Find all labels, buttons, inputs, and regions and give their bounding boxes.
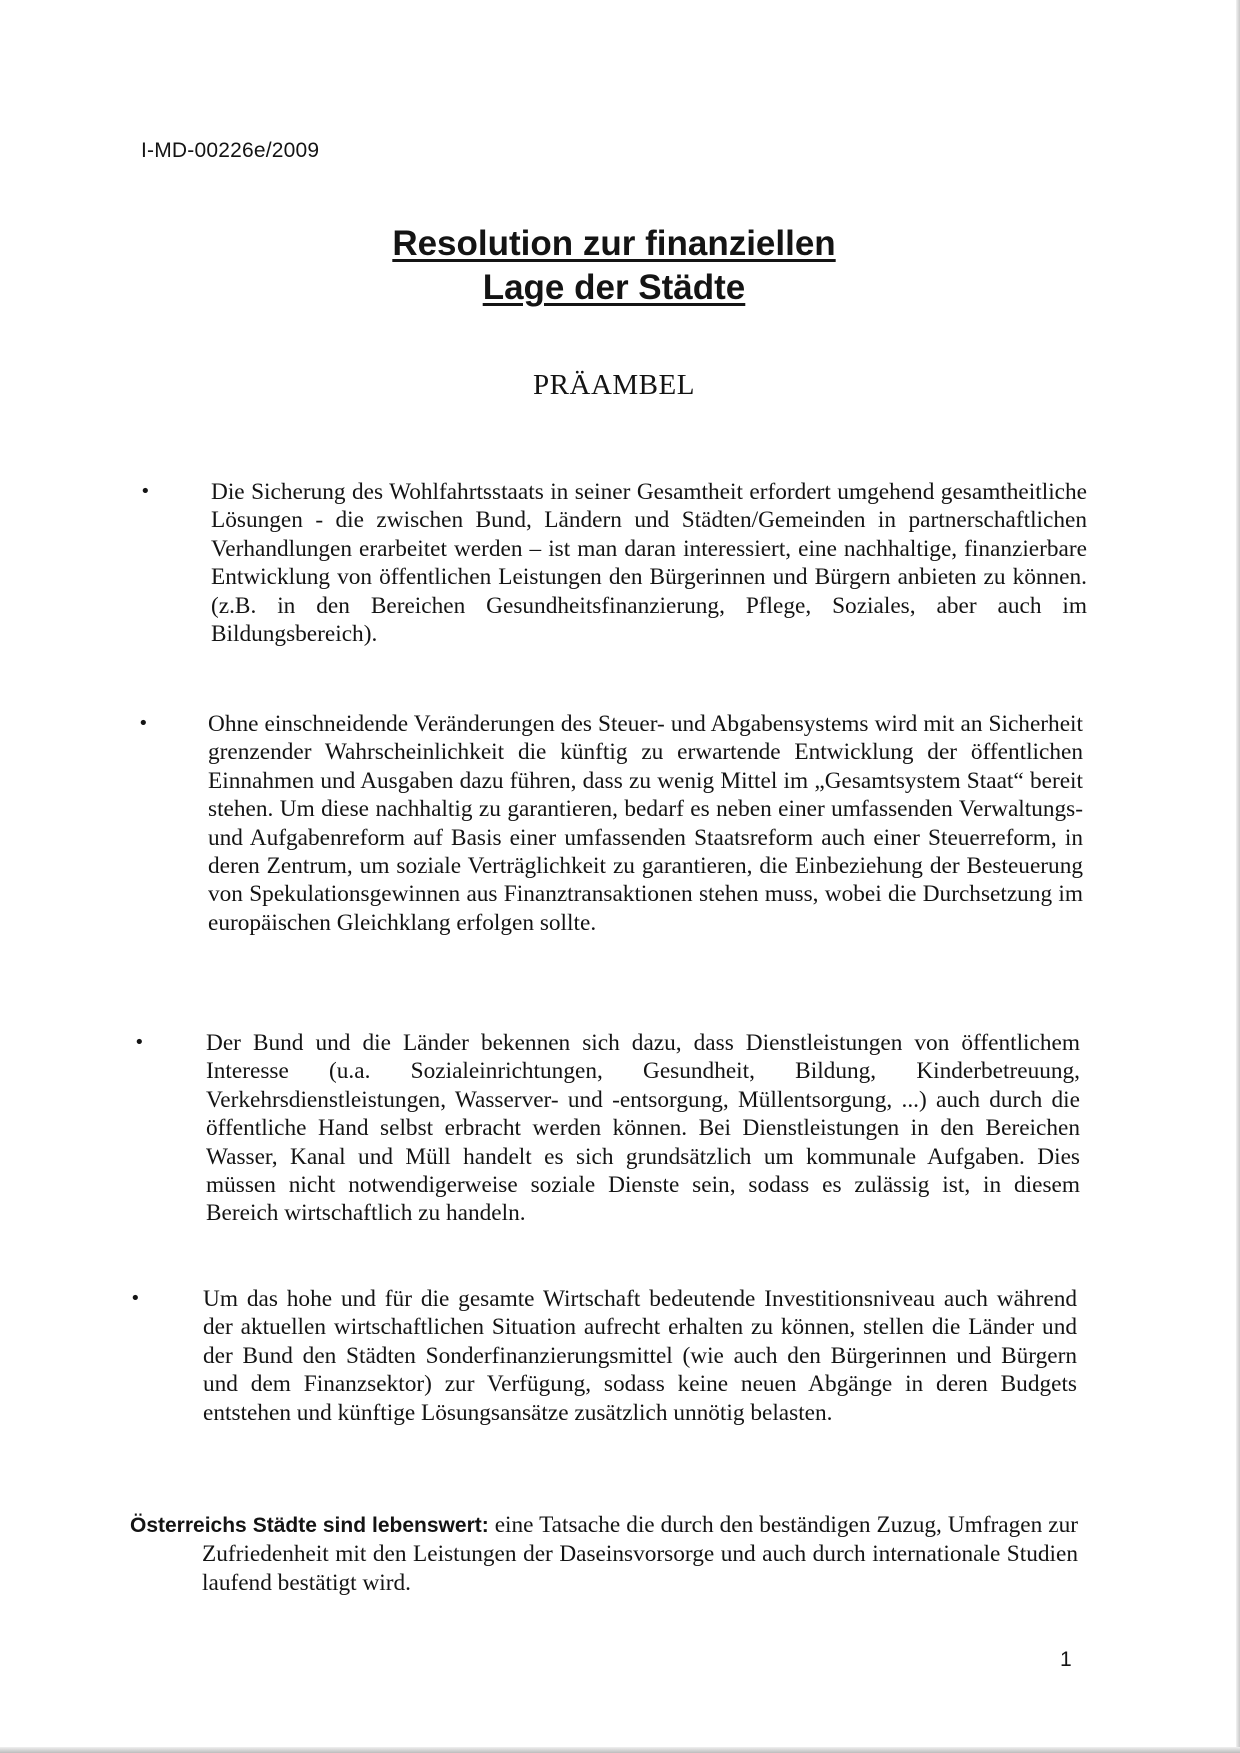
document-id: I-MD-00226e/2009 — [141, 139, 320, 162]
scan-edge-bottom — [0, 1747, 1240, 1753]
closing-lead: Österreichs Städte sind lebenswert: — [130, 1514, 489, 1537]
title-line-2: Lage der Städte — [482, 268, 746, 307]
closing-text-block — [130, 1511, 1078, 1597]
bullet-dot-icon: • — [130, 1288, 141, 1309]
title-line-1: Resolution zur finanziellen — [392, 224, 836, 263]
bullet-text: Die Sicherung des Wohlfahrtsstaats in seiner Gesamtheit erfordert umgehend gesamtheitliche Lösungen - die zwischen Bund, Ländern und Städten/Gemeinden in partnerschaftlichen Verhandlungen erarbeitet werden – ist man daran interessiert, eine nachhaltige, finanzierbare Entwicklung von öffentlichen Leistungen den Bürgerinnen und Bürgern anbieten zu können. (z.B. in den Bereichen Gesundheitsfinanzierung, Pflege, Soziales, aber auch im Bildungsbereich). — [211, 479, 1087, 648]
bullet-dot-icon: • — [138, 713, 149, 734]
page-number: 1 — [1060, 1648, 1072, 1671]
bullet-text: Ohne einschneidende Veränderungen des Steuer- und Abgabensystems wird mit an Sicherheit grenzender Wahrscheinlichkeit die künftig zu erwartende Entwicklung der öffentlichen Einnahmen und Ausgaben dazu führen, dass zu wenig Mittel im „Gesamtsystem Staat“ bereit stehen. Um diese nachhaltig zu garantieren, bedarf es neben einer umfassenden Verwaltungs- und Aufgabenreform auf Basis einer umfassenden Staatsreform auch einer Steuerreform, in deren Zentrum, um soziale Verträglichkeit zu garantieren, die Einbeziehung der Besteuerung von Spekulationsgewinnen aus Finanztransaktionen stehen muss, wobei die Durchsetzung im europäischen Gleichklang erfolgen sollte. — [208, 711, 1083, 936]
bullet-dot-icon: • — [140, 481, 151, 502]
closing-paragraph — [130, 1511, 1078, 1597]
document-title — [0, 222, 1240, 310]
bullet-text: Um das hohe und für die gesamte Wirtschaft bedeutende Investitionsniveau auch während der aktuellen wirtschaftlichen Situation aufrecht erhalten zu können, stellen die Länder und der Bund den Städten Sonderfinanzierungsmittel (wie auch den Bürgerinnen und Bürgern und dem Finanzsektor) zur Verfügung, sodass keine neuen Abgänge in deren Budgets entstehen und künftige Lösungsansätze zusätzlich unnötig belasten. — [203, 1286, 1077, 1426]
bullet-dot-icon: • — [134, 1032, 145, 1053]
section-heading: PRÄAMBEL — [533, 369, 695, 401]
bullet-text: Der Bund und die Länder bekennen sich dazu, dass Dienstleistungen von öffentlichem Interesse (u.a. Sozialeinrichtungen, Gesundheit, Bildung, Kinderbetreuung, Verkehrsdienstleistungen, Wasserver- und -entsorgung, Müllentsorgung, ...) auch durch die öffentliche Hand selbst erbracht werden können. Bei Dienstleistungen in den Bereichen Wasser, Kanal und Müll handelt es sich grundsätzlich um kommunale Aufgaben. Dies müssen nicht notwendigerweise soziale Dienste sein, sodass es zulässig ist, in diesem Bereich wirtschaftlich zu handeln. — [206, 1030, 1080, 1227]
closing-text: eine Tatsache die durch den beständigen Zuzug, Umfragen zur Zufriedenheit mit den Leistungen der Daseinsvorsorge und auch durch internationale Studien laufend bestätigt wird. — [202, 1512, 1078, 1596]
